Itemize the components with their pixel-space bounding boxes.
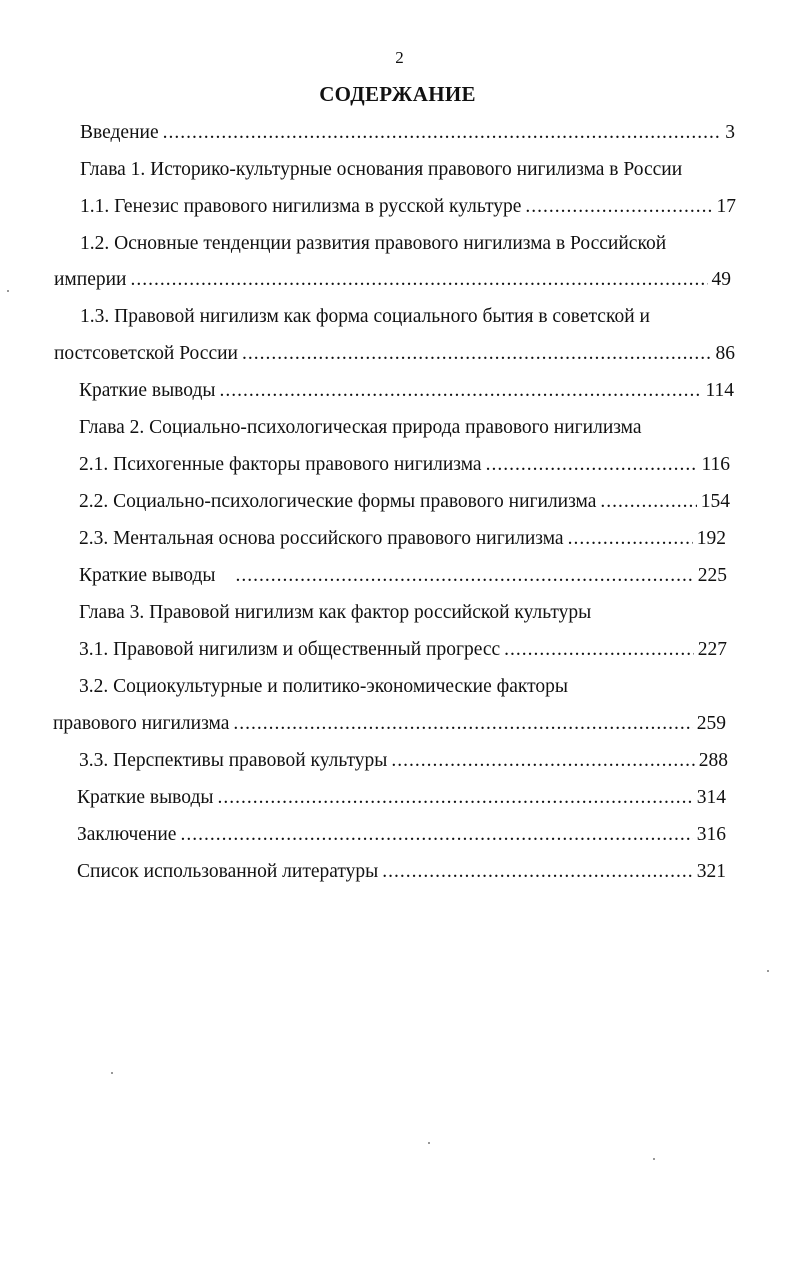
- dot-leader: [180, 823, 692, 847]
- toc-entry-page: 114: [705, 380, 734, 401]
- toc-entry-page: 288: [698, 750, 728, 771]
- dot-leader: [391, 749, 694, 773]
- toc-entry-page: 225: [697, 565, 727, 586]
- toc-entry-intro[interactable]: [80, 121, 735, 145]
- toc-entry-page: 321: [696, 861, 726, 882]
- scan-speck: [428, 1142, 430, 1144]
- toc-entry-label: 2.2. Социально-психологические формы правового нигилизма: [79, 491, 597, 512]
- toc-entry-page: 316: [696, 824, 726, 845]
- toc-entry-bibliography[interactable]: [77, 860, 726, 884]
- dot-leader: [486, 453, 698, 477]
- toc-entry-label: 2.1. Психогенные факторы правового нигилизма: [79, 454, 482, 475]
- toc-entry-3-3[interactable]: [79, 749, 728, 773]
- toc-entry-page: 259: [696, 713, 726, 734]
- toc-entry-label: правового нигилизма: [53, 713, 230, 734]
- toc-entry-conclusion[interactable]: [77, 823, 726, 847]
- toc-entry-page: 154: [700, 491, 730, 512]
- dot-leader: [242, 342, 712, 366]
- toc-entry-page: 3: [725, 122, 735, 143]
- toc-entry-label: Заключение: [77, 824, 177, 845]
- toc-entry-1-2[interactable]: [54, 268, 731, 292]
- toc-chapter-3[interactable]: Глава 3. Правовой нигилизм как фактор российской культуры: [79, 602, 592, 623]
- toc-entry-label: Введение: [80, 122, 159, 143]
- toc-entry-label: постсоветской России: [54, 343, 238, 364]
- toc-entry-page: 116: [701, 454, 730, 475]
- toc-entry-3-2-line1[interactable]: 3.2. Социокультурные и политико-экономические факторы: [79, 676, 569, 697]
- toc-entry-1-1[interactable]: [80, 195, 736, 219]
- dot-leader: [219, 379, 701, 403]
- toc-entry-label: Список использованной литературы: [77, 861, 379, 882]
- toc-entry-page: 17: [716, 196, 736, 217]
- dot-leader: [235, 564, 693, 588]
- dot-leader: [568, 527, 693, 551]
- contents-title: СОДЕРЖАНИЕ: [319, 82, 476, 106]
- toc-entry-label: 1.1. Генезис правового нигилизма в русской культуре: [80, 196, 522, 217]
- dot-leader: [233, 712, 692, 736]
- scan-speck: [767, 970, 769, 972]
- toc-entry-1-3[interactable]: [54, 342, 735, 366]
- toc-chapter-1[interactable]: Глава 1. Историко-культурные основания правового нигилизма в России: [80, 159, 683, 180]
- dot-leader: [525, 195, 712, 219]
- toc-entry-3-1[interactable]: [79, 638, 727, 662]
- dot-leader: [382, 860, 692, 884]
- toc-chapter-2[interactable]: Глава 2. Социально-психологическая природа правового нигилизма: [79, 417, 642, 438]
- toc-entry-label: Краткие выводы: [77, 787, 214, 808]
- scan-speck: [111, 1072, 113, 1074]
- toc-entry-page: 86: [715, 343, 735, 364]
- dot-leader: [163, 121, 722, 145]
- toc-entry-page: 192: [696, 528, 726, 549]
- toc-entry-summary-3[interactable]: [77, 786, 726, 810]
- toc-entry-label: 3.3. Перспективы правовой культуры: [79, 750, 388, 771]
- toc-entry-1-3-line1[interactable]: 1.3. Правовой нигилизм как форма социального бытия в советской и: [80, 306, 650, 327]
- toc-entry-summary-2[interactable]: [79, 564, 727, 588]
- toc-entry-2-2[interactable]: [79, 490, 730, 514]
- dot-leader: [217, 786, 692, 810]
- toc-entry-summary-1[interactable]: [79, 379, 734, 403]
- page-number: 2: [395, 48, 404, 67]
- scan-speck: [653, 1158, 655, 1160]
- toc-entry-label: 3.1. Правовой нигилизм и общественный прогресс: [79, 639, 501, 660]
- toc-entry-label: Краткие выводы: [79, 565, 216, 586]
- scan-speck: [7, 290, 9, 292]
- toc-entry-1-2-line1[interactable]: 1.2. Основные тенденции развития правового нигилизма в Российской: [80, 233, 667, 254]
- toc-entry-2-3[interactable]: [79, 527, 726, 551]
- dot-leader: [131, 268, 708, 292]
- toc-entry-2-1[interactable]: [79, 453, 730, 477]
- dot-leader: [600, 490, 696, 514]
- toc-entry-label: империи: [54, 269, 127, 290]
- toc-entry-3-2[interactable]: [53, 712, 726, 736]
- toc-entry-label: Краткие выводы: [79, 380, 216, 401]
- toc-entry-label: 2.3. Ментальная основа российского правового нигилизма: [79, 528, 564, 549]
- toc-entry-page: 49: [711, 269, 731, 290]
- toc-entry-page: 314: [696, 787, 726, 808]
- toc-entry-page: 227: [697, 639, 727, 660]
- dot-leader: [504, 638, 694, 662]
